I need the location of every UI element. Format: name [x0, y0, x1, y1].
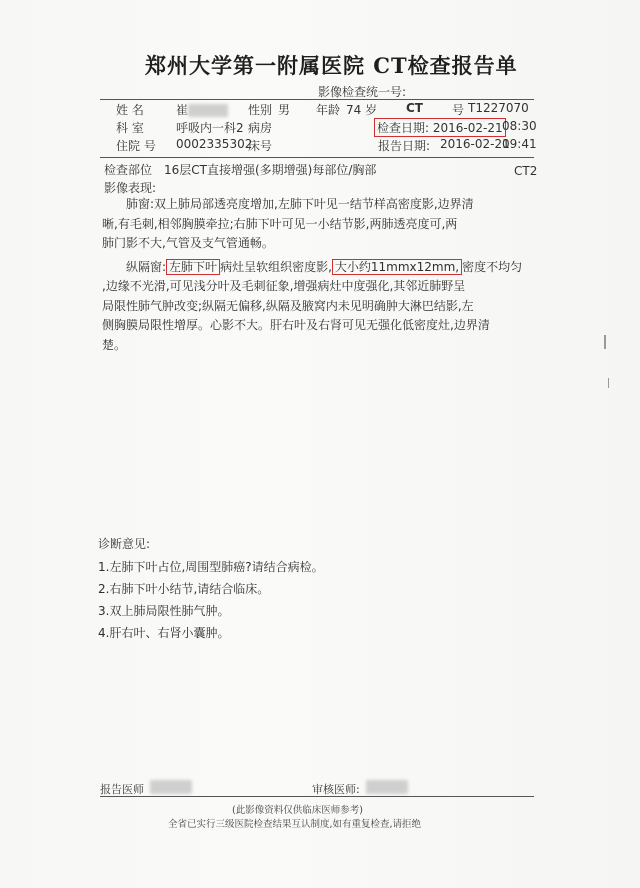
name-value: 崔: [176, 101, 228, 118]
header-top-rule: [100, 99, 534, 100]
exam-part: 16层CT直接增强(多期增强)每部位/胸部: [164, 163, 377, 177]
diagnosis-item: 3.双上肺局限性肺气肿。: [98, 604, 230, 618]
reporting-doctor-label: 报告医师: [100, 783, 144, 796]
inpatient-label: 住院 号: [116, 139, 156, 153]
scan-mark: [608, 378, 609, 388]
findings-mediastinal-line-1: 纵隔窗: 左肺下叶 病灶呈软组织密度影, 大小约11mmx12mm, 密度不均匀: [126, 259, 523, 274]
report-title: 郑州大学第一附属医院 CT检查报告单: [145, 53, 518, 78]
reviewing-doctor-label: 审核医师:: [312, 783, 360, 796]
dept-label: 科 室: [116, 121, 144, 135]
report-date-label: 报告日期:: [378, 139, 431, 153]
ward-label: 病房: [248, 121, 273, 135]
highlight-left-lower-lobe: 左肺下叶: [166, 259, 220, 275]
findings-label: 影像表现:: [104, 181, 157, 195]
age-label: 年龄: [316, 103, 341, 117]
footer-rule: [100, 796, 534, 797]
diagnosis-list: [98, 556, 324, 644]
header-bottom-rule: [100, 157, 534, 158]
dept-value: 呼吸内一科2: [176, 121, 244, 135]
diagnosis-label: 诊断意见:: [98, 537, 151, 551]
findings-mediastinal-line-2: ,边缘不光滑,可见浅分叶及毛刺征象,增强病灶中度强化,其邻近肺野呈: [102, 279, 466, 293]
highlight-lesion-size: 大小约11mmx12mm,: [332, 259, 462, 275]
scan-mark: [604, 335, 606, 349]
findings-lung-line-3: 肺门影不大,气管及支气管通畅。: [102, 236, 274, 250]
gender-label: 性别: [248, 103, 273, 117]
age-value: 74 岁: [346, 103, 378, 117]
exam-date-box: [374, 118, 506, 137]
inpatient-number: 0002335302: [176, 137, 253, 151]
ct-no-label: 号: [452, 103, 465, 117]
unified-exam-number-label: 影像检查统一号:: [318, 85, 407, 99]
exam-date-label: 检查日期:: [377, 121, 430, 135]
bed-label: 床号: [248, 139, 273, 153]
redacted-name: [188, 104, 228, 117]
findings-lung-line-2: 晰,有毛刺,相邻胸膜牵拉;右肺下叶可见一小结节影,两肺透亮度可,两: [102, 216, 458, 231]
name-label: 姓 名: [116, 103, 144, 117]
ct-number: T1227070: [468, 101, 529, 115]
exam-time: 08:30: [502, 119, 537, 133]
findings-lung-line-1: 肺窗:双上肺局部透亮度增加,左肺下叶见一结节样高密度影,边界清: [126, 197, 474, 211]
footer-note: 全省已实行三级医院检查结果互认制度,如有重复检查,请拒绝: [168, 819, 422, 830]
exam-code: CT2: [514, 164, 538, 178]
disclaimer: (此影像资料仅供临床医师参考): [232, 805, 363, 816]
diagnosis-item: 4.肝右叶、右肾小囊肿。: [98, 626, 230, 640]
redacted-reviewing-doctor: [366, 780, 408, 794]
findings-mediastinal-line-5: 楚。: [102, 337, 127, 352]
diagnosis-item: 1.左肺下叶占位,周围型肺癌?请结合病检。: [98, 560, 324, 574]
ct-label: CT: [406, 101, 423, 115]
gender-value: 男: [278, 103, 291, 117]
findings-mediastinal-line-4: 侧胸膜局限性增厚。心影不大。肝右叶及右肾可见无强化低密度灶,边界清: [102, 318, 490, 332]
report-time: 09:41: [502, 137, 537, 151]
exam-date: 2016-02-21: [432, 121, 503, 135]
redacted-reporting-doctor: [150, 780, 192, 794]
diagnosis-item: 2.右肺下叶小结节,请结合临床。: [98, 582, 270, 596]
findings-mediastinal-line-3: 局限性肺气肿改变;纵隔无偏移,纵隔及腋窝内未见明确肿大淋巴结影,左: [102, 298, 474, 313]
report-date: 2016-02-21: [440, 137, 510, 151]
exam-part-label: 检查部位: [104, 163, 153, 177]
findings-body: [102, 195, 532, 355]
